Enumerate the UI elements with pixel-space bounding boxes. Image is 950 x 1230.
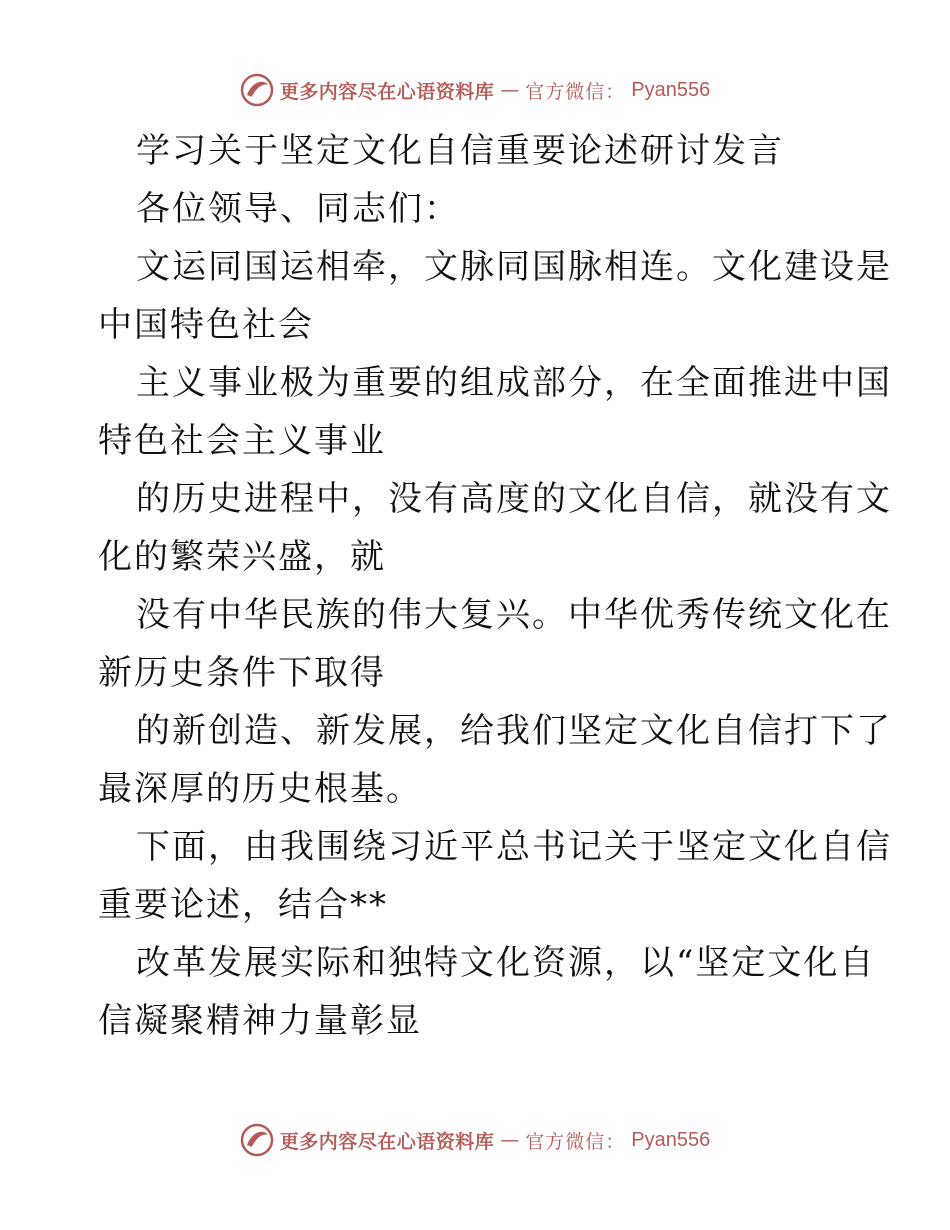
text-line: 的新创造、新发展，给我们坚定文化自信打下了 xyxy=(136,711,892,751)
text-line: 各位领导、同志们： xyxy=(136,189,460,229)
text-line: 特色社会主义事业 xyxy=(98,421,386,461)
watermark-text: 更多内容尽在心语资料库 xyxy=(279,80,495,103)
library-logo-icon xyxy=(240,1123,274,1157)
document-body xyxy=(98,122,892,1050)
text-line: 化的繁荣兴盛，就 xyxy=(98,537,386,577)
text-line: 新历史条件下取得 xyxy=(98,653,386,693)
text-line: 信凝聚精神力量彰显 xyxy=(98,1001,422,1041)
watermark-dash: — xyxy=(500,79,520,101)
header-watermark xyxy=(0,70,950,110)
footer-watermark xyxy=(0,1120,950,1160)
text-line: 学习关于坚定文化自信重要论述研讨发言 xyxy=(136,131,784,171)
library-logo-icon xyxy=(240,73,274,107)
text-line: 中国特色社会 xyxy=(98,305,314,345)
watermark-text: 更多内容尽在心语资料库 xyxy=(279,1130,495,1153)
text-line: 重要论述，结合** xyxy=(98,885,388,925)
wechat-label: 官方微信： xyxy=(525,80,626,103)
wechat-label: 官方微信： xyxy=(525,1130,626,1153)
text-line: 改革发展实际和独特文化资源，以“坚定文化自 xyxy=(136,943,876,983)
text-line: 最深厚的历史根基。 xyxy=(98,769,422,809)
text-line: 主义事业极为重要的组成部分，在全面推进中国 xyxy=(136,363,892,403)
text-line: 文运同国运相牵，文脉同国脉相连。文化建设是 xyxy=(136,247,892,287)
text-line: 没有中华民族的伟大复兴。中华优秀传统文化在 xyxy=(136,595,892,635)
text-line: 的历史进程中，没有高度的文化自信，就没有文 xyxy=(136,479,892,519)
text-line: 下面，由我围绕习近平总书记关于坚定文化自信 xyxy=(136,827,892,867)
wechat-id: Pyan556 xyxy=(631,1128,711,1151)
watermark-dash: — xyxy=(500,1129,520,1151)
wechat-id: Pyan556 xyxy=(631,78,711,101)
